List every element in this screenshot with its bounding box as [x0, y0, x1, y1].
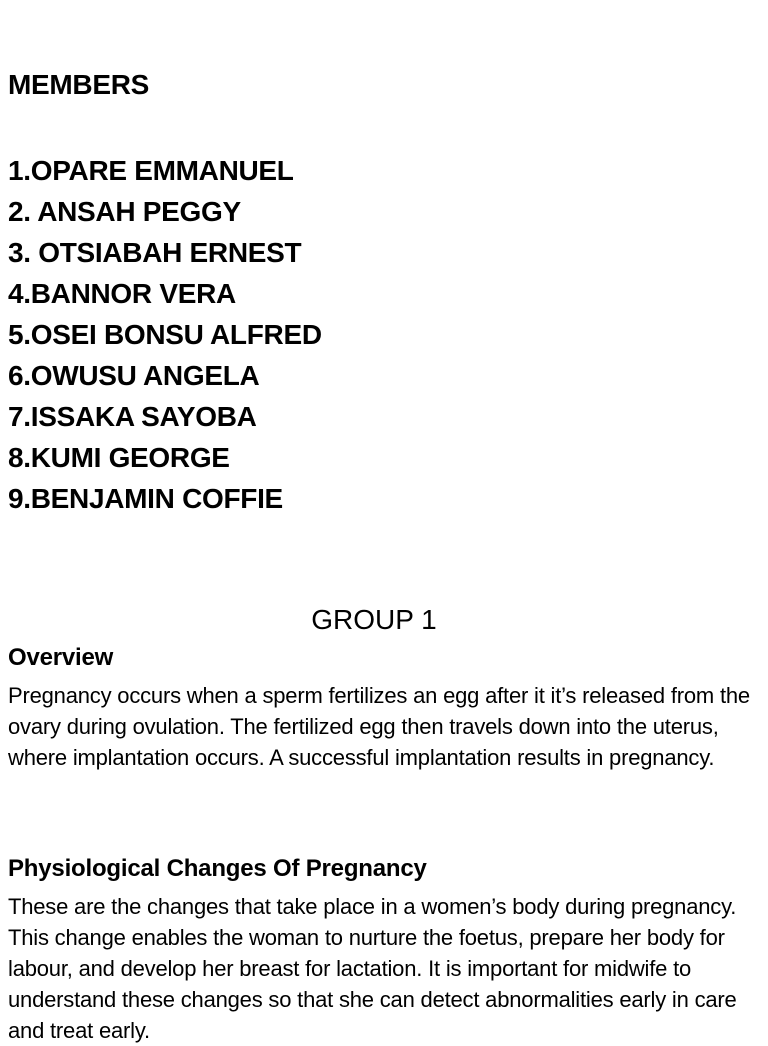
member-item: 6.OWUSU ANGELA — [8, 360, 260, 391]
member-list — [8, 150, 322, 519]
physiological-changes-paragraph: These are the changes that take place in a women’s body during pregnancy. This change enables the woman to nurture the foetus, prepare her body for labour, and develop her breast for lactation. It is important for midwife to understand these changes so that she can detect abnormalities early in care and treat early. — [8, 894, 737, 1043]
overview-paragraph: Pregnancy occurs when a sperm fertilizes an egg after it it’s released from the ovary during ovulation. The fertilized egg then travels down into the uterus, where implantation occurs. A successful implantation results in pregnancy. — [8, 683, 750, 770]
member-item: 7.ISSAKA SAYOBA — [8, 401, 257, 432]
member-item: 5.OSEI BONSU ALFRED — [8, 319, 322, 350]
overview-heading: Overview — [8, 644, 114, 671]
member-item: 8.KUMI GEORGE — [8, 442, 230, 473]
physiological-changes-heading: Physiological Changes Of Pregnancy — [8, 855, 427, 882]
member-item: 2. ANSAH PEGGY — [8, 196, 241, 227]
member-item: 9.BENJAMIN COFFIE — [8, 483, 283, 514]
members-heading: MEMBERS — [8, 69, 150, 100]
group-title: GROUP 1 — [311, 604, 437, 635]
member-item: 3. OTSIABAH ERNEST — [8, 237, 302, 268]
member-item: 1.OPARE EMMANUEL — [8, 155, 294, 186]
member-item: 4.BANNOR VERA — [8, 278, 236, 309]
